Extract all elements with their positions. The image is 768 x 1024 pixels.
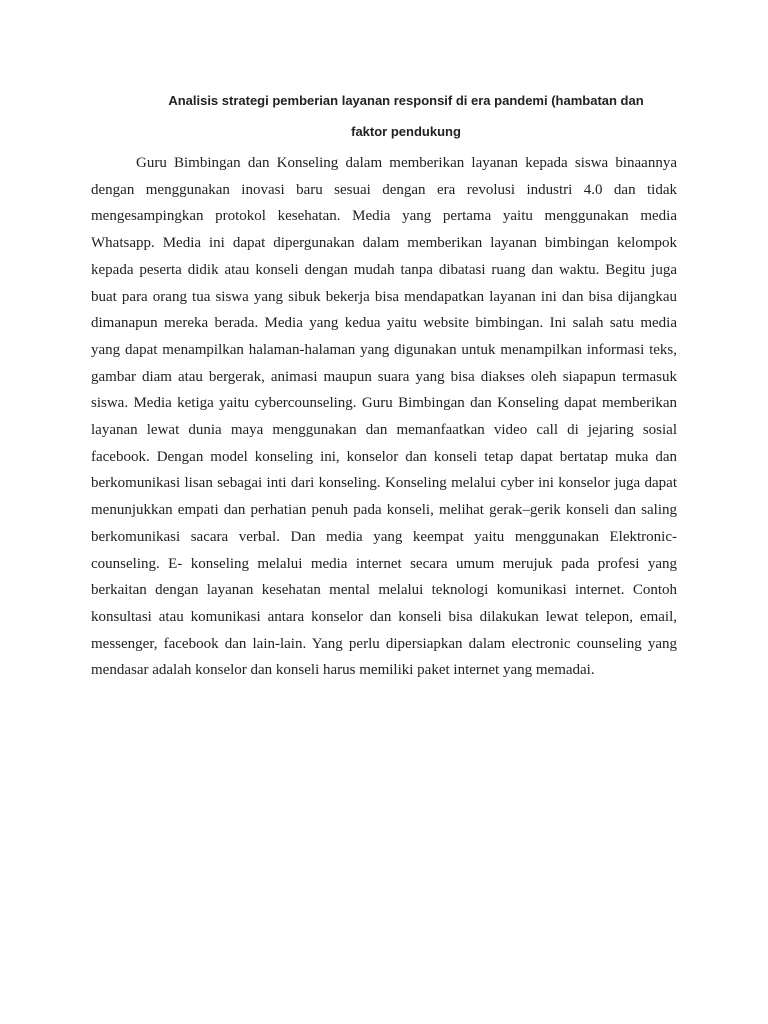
- body-paragraph: Guru Bimbingan dan Konseling dalam memberikan layanan kepada siswa binaannya dengan menggunakan inovasi baru sesuai dengan era revolusi industri 4.0 dan tidak mengesampingkan protokol kesehatan. Media yang pertama yaitu menggunakan media Whatsapp. Media ini dapat dipergunakan dalam memberikan layanan bimbingan kelompok kepada peserta didik atau konseli dengan mudah tanpa dibatasi ruang dan waktu. Begitu juga buat para orang tua siswa yang sibuk bekerja bisa mendapatkan layanan ini dan bisa dijangkau dimanapun mereka berada. Media yang kedua yaitu website bimbingan. Ini salah satu media yang dapat menampilkan halaman-halaman yang digunakan untuk menampilkan informasi teks, gambar diam atau bergerak, animasi maupun suara yang bisa diakses oleh siapapun termasuk siswa. Media ketiga yaitu cybercounseling. Guru Bimbingan dan Konseling dapat memberikan layanan lewat dunia maya menggunakan dan memanfaatkan video call di jejaring sosial facebook. Dengan model konseling ini, konselor dan konseli tetap dapat bertatap muka dan berkomunikasi lisan sebagai inti dari konseling. Konseling melalui cyber ini konselor juga dapat menunjukkan empati dan perhatian penuh pada konseli, melihat gerak–gerik konseli dan saling berkomunikasi sacara verbal. Dan media yang keempat yaitu menggunakan Elektronic-counseling. E- konseling melalui media internet secara umum merujuk pada profesi yang berkaitan dengan layanan kesehatan mental melalui teknologi komunikasi internet. Contoh konsultasi atau komunikasi antara konselor dan konseli bisa dilakukan lewat telepon, email, messenger, facebook dan lain-lain. Yang perlu dipersiapkan dalam electronic counseling yang mendasar adalah konselor dan konseli harus memiliki paket internet yang memadai.: [91, 155, 677, 679]
- document-title-line-2: faktor pendukung: [351, 124, 461, 139]
- document-title-line-1: Analisis strategi pemberian layanan responsif di era pandemi (hambatan dan: [168, 93, 644, 108]
- document-title: [140, 90, 672, 143]
